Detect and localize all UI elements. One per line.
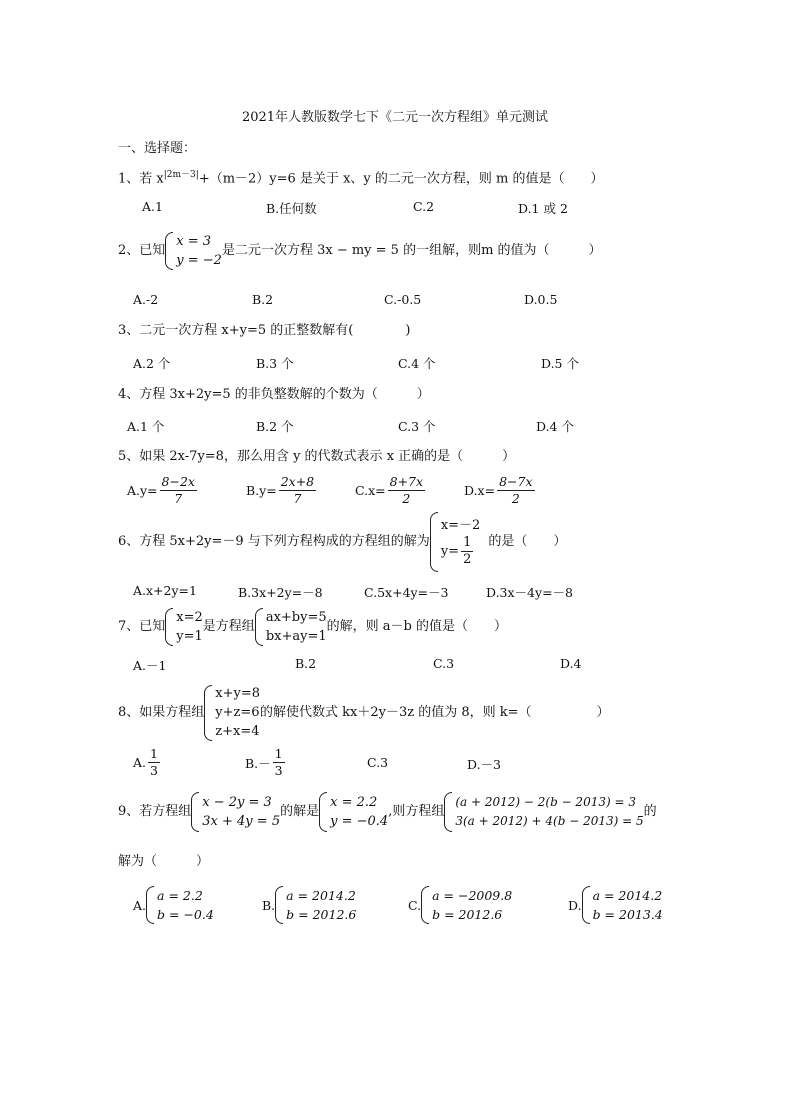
question-9 (118, 792, 657, 832)
option-label: A.y= (127, 483, 158, 498)
frac-num: 8−2x (161, 474, 195, 489)
q8-text-a: 8、如果方程组 (118, 704, 205, 720)
q9-text-mid1: 的解是 (280, 804, 320, 819)
frac-den: 2 (402, 491, 411, 506)
option-label: C.x= (355, 483, 386, 498)
q3-option-d: D.5 个 (541, 356, 579, 371)
q1-option-c: C.2 (413, 199, 435, 214)
q6-option-d: D.3x－4y=－8 (486, 585, 573, 600)
q9-system-row: x − 2y = 3 (202, 795, 272, 810)
q8-system-row: x+y=8 (215, 686, 261, 701)
q8-system-row: y+z=6 (215, 705, 260, 720)
q9-text-a: 9、若方程组 (118, 804, 192, 819)
q5-option-a (127, 474, 199, 507)
q6-option-b: B.3x+2y=－8 (238, 585, 323, 600)
q2-option-d: D.0.5 (524, 292, 558, 307)
q8-option-d: D.－3 (467, 757, 502, 772)
q7-system-1 (165, 608, 203, 646)
option-row: b = 2012.6 (432, 907, 503, 922)
option-label: D.x= (464, 483, 496, 498)
q9-option-d (568, 886, 663, 924)
frac-den: 7 (293, 491, 302, 506)
q7-system-row: x=2 (176, 610, 203, 625)
question-4: 4、方程 3x+2y=5 的非负整数解的个数为（ ） (118, 387, 430, 402)
q9-text-mid2: ,则方程组 (388, 804, 445, 819)
q5-option-d (464, 474, 537, 507)
question-2 (118, 232, 602, 270)
q2-option-c: C.-0.5 (384, 292, 422, 307)
q8-option-b (245, 746, 287, 779)
frac-num: 8−7x (499, 474, 533, 489)
q7-system-row: ax+by=5 (265, 610, 327, 625)
frac-den: 3 (150, 763, 158, 778)
q9-text-b: 的 (643, 804, 657, 819)
q4-option-b: B.2 个 (256, 419, 294, 434)
q6-text-b: 的是（ ） (488, 534, 567, 549)
q1-option-d: D.1 或 2 (518, 201, 568, 216)
q7-text-b: 的解，则 a－b 的值是（ ） (326, 619, 507, 634)
q6-system-row: x=－2 (440, 518, 481, 533)
q9-option-c (408, 886, 512, 924)
question-5: 5、如果 2x-7y=8，那么用含 y 的代数式表示 x 正确的是（ ） (118, 449, 516, 464)
q9-system-row: 3x + 4y = 5 (202, 814, 281, 829)
q9-continuation: 解为（ ） (118, 854, 210, 869)
q6-system (430, 512, 481, 572)
q7-system-row: y=1 (176, 629, 203, 644)
question-6 (118, 512, 566, 572)
q7-text-a: 7、已知 (118, 619, 166, 634)
q6-option-c: C.5x+4y=－3 (364, 585, 449, 600)
q1-option-b: B.任何数 (266, 201, 317, 216)
option-row: a = −2009.8 (432, 888, 513, 903)
q9-system-row: (a + 2012) − 2(b − 2013) = 3 (455, 795, 636, 809)
q4-option-c: C.3 个 (398, 419, 436, 434)
q6-option-a: A.x+2y=1 (133, 583, 197, 598)
option-row: a = 2.2 (157, 888, 203, 903)
q2-text-a: 2、已知 (118, 243, 166, 258)
option-label: D. (568, 897, 582, 913)
q8-system-row: z+x=4 (215, 724, 260, 739)
q2-option-b: B.2 (252, 292, 274, 307)
page-title: 2021年人教版数学七下《二元一次方程组》单元测试 (241, 110, 549, 125)
option-label: A. (133, 755, 147, 770)
q3-option-b: B.3 个 (256, 356, 294, 371)
q2-system-row: y = −2 (176, 253, 222, 268)
q5-option-b (246, 474, 318, 507)
question-1 (118, 166, 603, 188)
q2-text-b: 是二元一次方程 3x − my = 5 的一组解，则m 的值为（ ） (221, 243, 602, 258)
option-row: a = 2014.2 (592, 888, 663, 903)
q8-text-b: 的解使代数式 kx＋2y－3z 的值为 8，则 k=（ ） (260, 704, 610, 720)
q1-option-a: A.1 (142, 199, 163, 214)
q7-option-b: B.2 (295, 656, 317, 671)
question-7 (118, 608, 507, 646)
question-3: 3、二元一次方程 x+y=5 的正整数解有( ) (118, 323, 411, 338)
q2-option-a: A.-2 (133, 292, 159, 307)
q5-option-c (355, 474, 427, 507)
q7-option-c: C.3 (433, 656, 455, 671)
q9-system-row: y = −0.4 (330, 814, 389, 829)
q4-option-a: A.1 个 (127, 419, 165, 434)
q9-system-1 (191, 792, 280, 832)
frac-num: 1 (463, 535, 472, 550)
q7-option-a: A.－1 (133, 658, 167, 673)
q3-option-a: A.2 个 (133, 356, 171, 371)
q7-text-mid: 是方程组 (202, 619, 255, 634)
option-label: B.y= (246, 483, 277, 498)
q9-option-b (262, 886, 356, 924)
frac-num: 2x+8 (280, 474, 315, 489)
option-row: b = 2012.6 (286, 907, 357, 922)
frac-num: 1 (274, 746, 283, 761)
q6-text-a: 6、方程 5x+2y=－9 与下列方程构成的方程组的解为 (118, 534, 430, 549)
option-row: b = −0.4 (157, 907, 214, 922)
frac-den: 3 (274, 763, 283, 778)
option-row: a = 2014.2 (286, 888, 356, 903)
q7-system-row: bx+ay=1 (265, 629, 327, 644)
option-label: B.－ (245, 755, 271, 771)
option-label: A. (133, 897, 147, 913)
section-heading: 一、选择题： (118, 141, 197, 156)
q7-option-d: D.4 (560, 656, 582, 671)
option-label: C. (408, 897, 422, 913)
q1-text-b: +（m－2）y=6 是关于 x、y 的二元一次方程，则 m 的值是（ ） (198, 171, 604, 187)
q6-system-row (441, 535, 481, 568)
q9-option-a (133, 886, 214, 924)
option-label: B. (262, 897, 276, 913)
q1-exponent: |2m－3| (163, 170, 199, 180)
frac-den: 7 (174, 491, 183, 506)
q3-option-c: C.4 个 (398, 356, 436, 371)
q8-system (204, 684, 260, 741)
q2-system-row: x = 3 (176, 234, 212, 249)
q1-text-a: 1、若 x (118, 171, 164, 187)
q9-system-row: 3(a + 2012) + 4(b − 2013) = 5 (455, 814, 644, 828)
question-8 (118, 684, 610, 741)
q4-option-d: D.4 个 (536, 419, 574, 434)
q9-system-2 (319, 792, 388, 832)
q8-option-c: C.3 (367, 755, 389, 770)
q8-option-a (133, 746, 162, 779)
option-row: b = 2013.4 (592, 907, 663, 922)
frac-num: 1 (150, 746, 158, 761)
frac-den: 2 (463, 552, 472, 567)
frac-num: 8+7x (389, 474, 424, 489)
row-prefix: y= (440, 544, 460, 559)
q7-system-2 (255, 608, 327, 646)
q2-system (165, 232, 222, 270)
frac-den: 2 (511, 491, 520, 506)
q9-system-3 (444, 792, 643, 832)
q9-system-row: x = 2.2 (330, 795, 378, 810)
